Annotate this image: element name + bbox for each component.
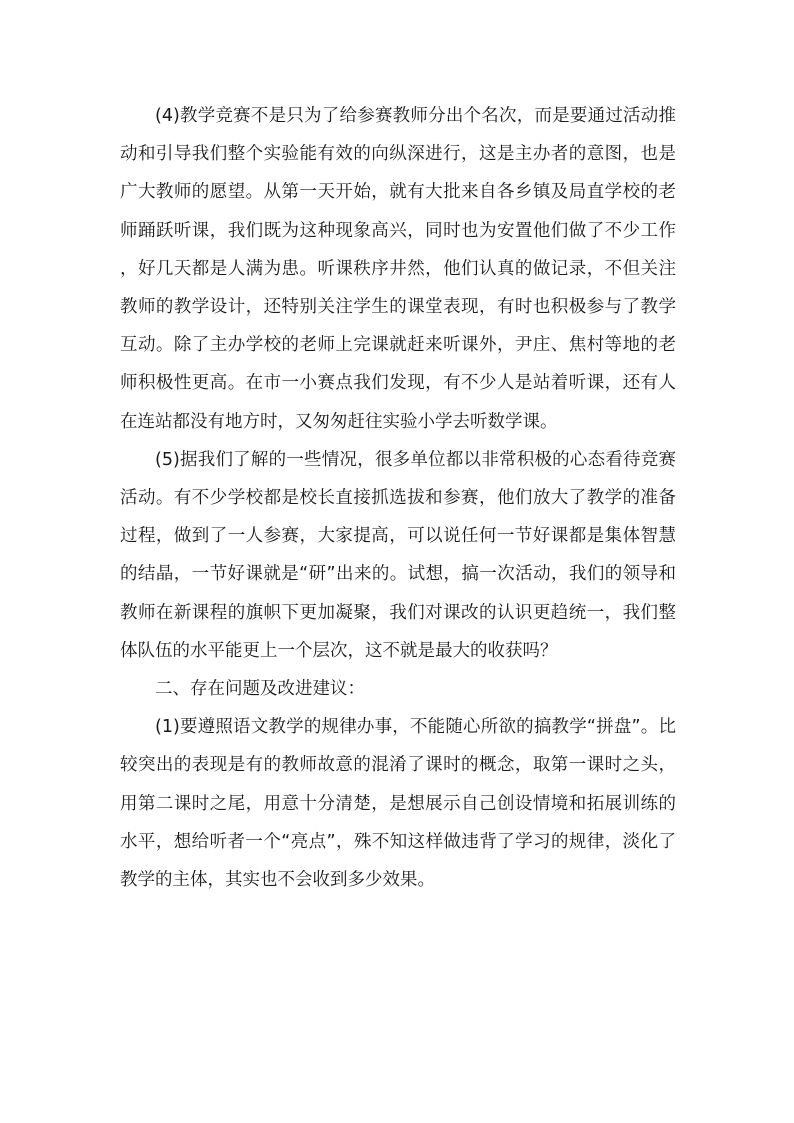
- document-body: [120, 97, 676, 899]
- paragraph-problem-1: (1)要遵照语文教学的规律办事，不能随心所欲的搞教学“拼盘”。比较突出的表现是有的教师故意的混淆了课时的概念，取第一课时之头，用第二课时之尾，用意十分清楚，是想展示自己创设情境和拓展训练的水平，想给听者一个“亮点”，殊不知这样做违背了学习的规律，淡化了教学的主体，其实也不会收到多少效果。: [120, 717, 676, 891]
- paragraph-item-4: (4)教学竞赛不是只为了给参赛教师分出个名次，而是要通过活动推动和引导我们整个实验能有效的向纵深进行，这是主办者的意图，也是广大教师的愿望。从第一天开始，就有大批来自各乡镇及局直学校的老师踊跃听课，我们既为这种现象高兴，同时也为安置他们做了不少工作，好几天都是人满为患。听课秩序井然，他们认真的做记录，不但关注教师的教学设计，还特别关注学生的课堂表现，有时也积极参与了教学互动。除了主办学校的老师上完课就赶来听课外，尹庄、焦村等地的老师积极性更高。在市一小赛点我们发现，有不少人是站着听课，还有人在连站都没有地方时，又匆匆赶往实验小学去听数学课。: [120, 106, 676, 432]
- paragraph-item-5: (5)据我们了解的一些情况，很多单位都以非常积极的心态看待竞赛活动。有不少学校都是校长直接抓选拔和参赛，他们放大了教学的准备过程，做到了一人参赛，大家提高，可以说任何一节好课都是集体智慧的结晶，一节好课就是“研”出来的。试想，搞一次活动，我们的领导和教师在新课程的旗帜下更加凝聚，我们对课改的认识更趋统一，我们整体队伍的水平能更上一个层次，这不就是最大的收获吗？: [120, 449, 676, 661]
- section-heading-problems: 二、存在问题及改进建议：: [155, 679, 365, 700]
